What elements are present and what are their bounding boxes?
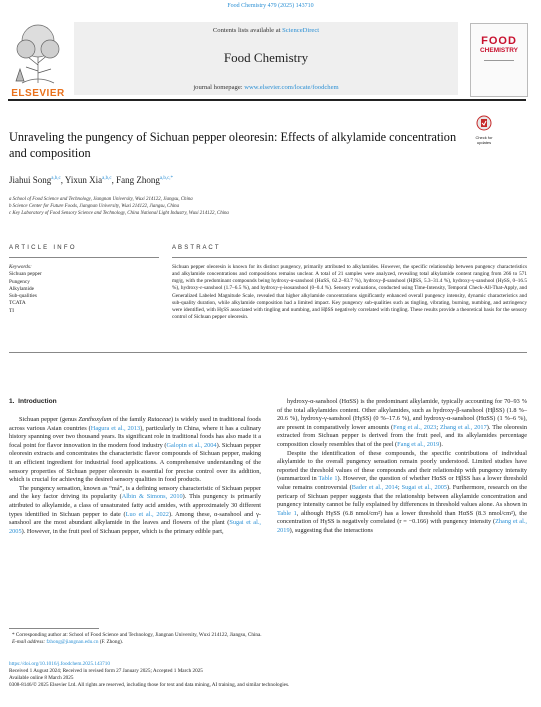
affiliation-item: c Key Laboratory of Food Sensory Science and Technology, China National Light Industry, Wuxi 214122, China — [9, 211, 229, 217]
author-affiliation-marker: a,b,c,* — [159, 176, 174, 181]
author-name[interactable]: Jiahui Song — [9, 175, 52, 185]
body-text: ). However, the question of whether HαSS or HβSS has a lower threshold value remains controversial ( — [277, 475, 527, 491]
body-text: Despite the identification of these compounds, the specific contributions of individual alkylamide to the overall pungency sensation remain poorly understood. Limited studies have reported the threshold values of these compounds and their relationship with pungency intensity (summarized in — [277, 449, 527, 483]
author-affiliation-marker: a,b,c — [102, 176, 112, 181]
intro-paragraph — [9, 485, 261, 537]
affiliation-list — [9, 196, 529, 218]
intro-left-column — [9, 416, 261, 536]
body-text: ; — [397, 483, 402, 491]
journal-header-banner — [74, 22, 458, 95]
body-text: of the family — [111, 416, 148, 423]
citation-link[interactable]: Zhang et al., 2017 — [440, 423, 487, 431]
intro-paragraph — [277, 450, 527, 536]
keyword-item: Sub-qualities — [9, 293, 37, 300]
citation-link[interactable]: Feng et al., 2023 — [393, 423, 437, 431]
check-updates-line1: Check for — [475, 135, 493, 140]
article-history: Received 1 August 2024; Received in revised form 27 January 2025; Accepted 1 March 2025 — [9, 668, 203, 675]
section-heading-introduction: 1. Introduction — [9, 398, 57, 405]
citation-link[interactable]: Table 1 — [277, 509, 297, 517]
intro-paragraph — [277, 398, 527, 450]
article-info-heading: A R T I C L E I N F O — [9, 245, 75, 251]
citation-link[interactable]: Luo et al., 2022 — [125, 510, 169, 518]
citation-link[interactable]: Hagura et al., 2013 — [90, 424, 141, 432]
doi-link[interactable]: https://doi.org/10.1016/j.foodchem.2025.143710 — [9, 661, 110, 667]
body-text: hydroxy-α-sanshool (HαSS) is the predominant alkylamide, typically accounting for 70–93 % of the total alkylamides content. Other alkylamides, such as hydroxy-β-sanshool (HβSS) (1.8 %–20.6 %), hydroxy-γ-sanshool (HγSS) (0 %–17.6 %), and hydroxy-α-sanshool (HαSS) (1 %–6 %), are present in comparatively lower amounts ( — [277, 398, 527, 431]
journal-reference: Food Chemistry 479 (2025) 143710 — [227, 3, 314, 9]
sciencedirect-link[interactable]: ScienceDirect — [282, 27, 320, 34]
footnote — [12, 632, 527, 646]
body-text: ). However, in the fruit peel of Sichuan pepper, which is the primary edible part, — [21, 527, 224, 535]
journal-name: Food Chemistry — [223, 50, 309, 65]
email-label: E-mail address: — [12, 639, 47, 646]
author-name[interactable]: Fang Zhong — [116, 175, 160, 185]
keywords-block — [9, 264, 42, 315]
citation-link[interactable]: Table 1 — [318, 475, 338, 483]
footnote-rule — [9, 628, 99, 629]
italic-text: Zanthoxylum — [78, 416, 112, 423]
keyword-item: TCATA — [9, 300, 26, 307]
affiliation-item: b Science Center for Future Foods, Jiangnan University, Wuxi 214122, Jiangsu, China — [9, 204, 180, 210]
email-link[interactable]: fzhong@jiangnan.edu.cn — [46, 639, 99, 646]
copyright-notice: 0308-8146/© 2025 Elsevier Ltd. All rights are reserved, including those for text and data mining, AI training, and similar technologies. — [9, 682, 290, 689]
body-text: The pungency sensation, known as “má”, is a defining sensory characteristic of Sichuan pepper and the key factor driving its popularity ( — [9, 484, 261, 501]
header-rule — [8, 99, 526, 101]
elsevier-tree-icon — [8, 19, 68, 85]
citation-link[interactable]: Fang et al., 2019 — [397, 440, 440, 448]
homepage-link[interactable]: www.elsevier.com/locate/foodchem — [244, 84, 339, 91]
body-text: ). This pungency is primarily attributed to alkylamide, a class of unsaturated fatty acid amides, with approximately 30 different types identified in Sichuan pepper to date ( — [9, 493, 261, 518]
intro-right-column — [277, 398, 527, 536]
keyword-item: Alkylamide — [9, 285, 35, 292]
body-text: ), suggesting that the interactions — [289, 526, 374, 534]
citation-link[interactable]: Sugai et al., 2005 — [9, 519, 262, 535]
body-text: ; — [436, 423, 441, 431]
citation-link[interactable]: Sugai et al., 2005 — [401, 483, 448, 491]
corresponding-author-note: * Corresponding author at: School of Food Science and Technology, Jiangnan University, Wuxi 214122, Jiangsu, China. — [12, 632, 262, 638]
body-text: ). Sichuan pepper oleoresin extracts and concentrates the characteristic flavor compounds of Sichuan pepper, making it an efficient ingredient for industrial food applications. A comprehensive understanding of the sensory properties of Sichuan pepper oleoresin is essential for precise control over its addition, which is crucial for achieving the desired sensory qualities in food products. — [9, 441, 261, 484]
author-list: Jiahui Song$^{a,b,c}$, Yixun Xia$^{a,b,c}$, Fang Zhong$^{a,b,c,*}$ — [9, 175, 174, 185]
body-text: ). Furthermore, research on the pericarp of Sichuan pepper suggests that the relationship between alkylamide concentration and pungency intensity cannot be fully explained by differences in threshold values alone. As shown in — [277, 483, 528, 509]
cover-rule — [484, 60, 514, 61]
italic-text: Rutaceae — [147, 416, 171, 423]
check-updates-line2: updates — [476, 139, 492, 145]
author-name[interactable]: Yixun Xia — [64, 175, 103, 185]
cover-title-2: CHEMISTRY — [479, 47, 519, 54]
abstract-rule — [172, 257, 527, 258]
article-info-rule — [9, 257, 159, 258]
contents-prefix: Contents lists available at — [212, 27, 283, 34]
body-text: ). The oleoresin extracted from Sichuan pepper is derived from the fruit peel, and its alkylamides percentage composition closely resembles that of the peel ( — [277, 423, 528, 448]
available-online: Available online 8 March 2025 — [9, 675, 74, 682]
keyword-item: Sichuan pepper — [9, 271, 42, 278]
check-updates-icon — [476, 115, 492, 131]
citation-link[interactable]: Albin & Simons, 2010 — [121, 493, 183, 501]
keyword-item: TI — [9, 307, 14, 314]
keyword-item: Pungency — [9, 278, 30, 285]
body-text: ). Among these, α-sanshool and γ-sanshool are the most abundant alkylamide in the leaves and flowers of the plant ( — [9, 510, 261, 527]
keywords-label: Keywords: — [9, 264, 32, 270]
journal-cover — [470, 23, 528, 97]
email-line — [12, 639, 527, 646]
intro-paragraph — [9, 416, 261, 485]
body-text: ), particularly in China, where it has a culinary history spanning over two thousand years. Its significant role in traditional foods has also made it a focal point for flavor innovation in the modern food industry ( — [9, 424, 261, 449]
citation-link[interactable]: Bader et al., 2014 — [351, 483, 398, 491]
article-title: Unraveling the pungency of Sichuan pepper oleoresin: Effects of alkylamide concentration and composition — [9, 130, 457, 160]
check-for-updates-badge[interactable] — [470, 115, 498, 145]
body-text: , although HγSS (6.8 nmol/cm²) has a lower threshold than HαSS (8.3 nmol/cm²), the concentration of HγSS is negatively correlated (r = −0.166) with pungency intensity ( — [277, 509, 527, 526]
homepage-prefix: journal homepage: — [193, 84, 245, 91]
author-affiliation-marker: a,b,c — [51, 176, 61, 181]
body-text: Sichuan pepper (genus — [19, 416, 79, 423]
email-suffix: (F. Zhong). — [98, 639, 124, 646]
body-text: ). — [439, 440, 443, 448]
citation-link[interactable]: Zhang et al., 2019 — [277, 518, 527, 534]
cover-title-1: FOOD — [481, 35, 517, 47]
abstract-bottom-rule — [9, 352, 527, 353]
body-text: ) is widely used in traditional foods across various Asian countries ( — [9, 416, 261, 432]
abstract-text: Sichuan pepper oleoresin is known for its distinct pungency, primarily attributed to alkylamides. However, the specific relationship between pungency characteristics and alkylamide concentrations and compositions remains unclear. A total of 21 samples were analyzed, revealing total alkylamide content ranging from 266 to 571 mg/g, with the predominant compounds being hydroxy-α-sanshool (HαSS, 62.2–83.7 %), hydroxy-β-sanshool (HβSS, 5.3–31.4 %), hydroxy-γ-sanshool (HγSS, 0–16.5 %), hydroxy-ε-sanshool (1.7–6.5 %), and hydroxy-γ-isosanshool (0–0.4 %). Sensory evaluations, conducted using Time-Intensity, Temporal Check-All-That-Apply, and Generalized Labeled Magnitude Scale, revealed that higher alkylamide concentrations significantly enhanced overall pungency intensity, dynamic characteristics and sub-quality duration, while alkylamide composition had a limited impact. Key pungency sub-qualities such as tingling, vibrating, burning, numbing, and astringency were identified, with HγSS associated with tingling and numbing, and HβSS negatively correlated with tingling. These results provide a theoretical basis for the sensory control of Sichuan pepper oleoresin. — [172, 264, 527, 321]
abstract-heading: A B S T R A C T — [172, 245, 219, 251]
homepage-line — [74, 84, 458, 91]
elsevier-wordmark: ELSEVIER — [11, 88, 65, 99]
article-footer — [9, 661, 529, 689]
elsevier-logo — [8, 19, 68, 97]
citation-link[interactable]: Galopin et al., 2004 — [166, 441, 217, 449]
affiliation-item: a School of Food Science and Technology, Jiangnan University, Wuxi 214122, Jiangsu, China — [9, 197, 193, 202]
contents-line — [74, 27, 458, 34]
